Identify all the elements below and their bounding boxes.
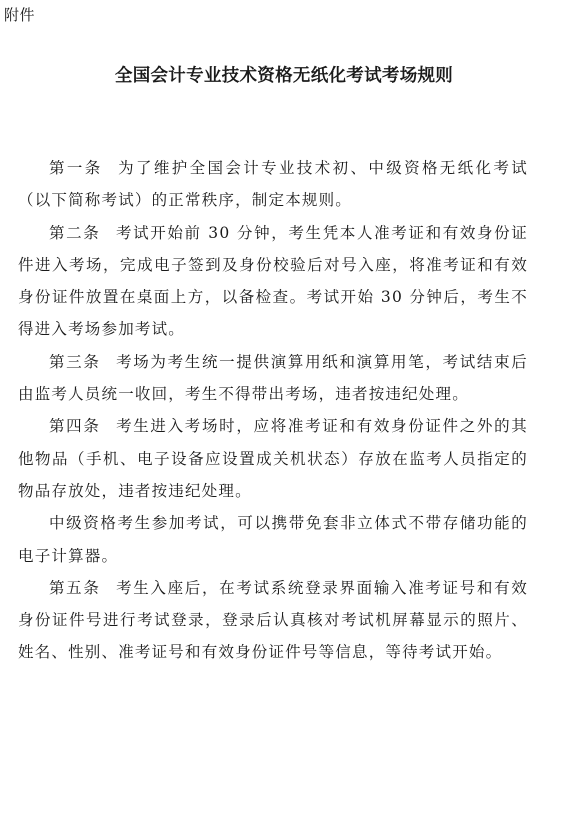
attachment-label: 附件 bbox=[4, 6, 36, 24]
article-text: 考试开始前 30 分钟，考生凭本人准考证和有效身份证件进入考场，完成电子签到及身份校验后对号入座，将准考证和有效身份证件放置在桌面上方，以备检查。考试开始 30 分钟后，考生不得进入考场参加考试。 bbox=[18, 223, 529, 339]
article-text: 考生进入考场时，应将准考证和有效身份证件之外的其他物品（手机、电子设备应设置成关机状态）存放在监考人员指定的物品存放处，违者按违纪处理。 bbox=[18, 417, 528, 500]
article-text: 为了维护全国会计专业技术初、中级资格无纸化考试（以下简称考试）的正常秩序，制定本规则。 bbox=[18, 159, 528, 210]
article-2 bbox=[18, 217, 528, 346]
article-number: 第二条 bbox=[49, 223, 101, 242]
article-text: 考生入座后，在考试系统登录界面输入准考证号和有效身份证件号进行考试登录，登录后认真核对考试机屏幕显示的照片、姓名、性别、准考证号和有效身份证件号等信息，等待考试开始。 bbox=[18, 578, 528, 662]
article-number: 第三条 bbox=[49, 352, 101, 371]
article-1 bbox=[18, 152, 528, 217]
article-number: 第一条 bbox=[49, 159, 103, 177]
document-title: 全国会计专业技术资格无纸化考试考场规则 bbox=[114, 66, 454, 86]
article-number: 第四条 bbox=[49, 417, 101, 436]
article-5 bbox=[18, 572, 528, 669]
document-body bbox=[18, 152, 528, 669]
article-text: 考场为考生统一提供演算用纸和演算用笔，考试结束后由监考人员统一收回，考生不得带出考场，违者按违纪处理。 bbox=[18, 352, 528, 404]
article-4-supplement bbox=[18, 507, 528, 572]
article-text: 中级资格考生参加考试，可以携带免套非立体式不带存储功能的电子计算器。 bbox=[18, 514, 528, 565]
article-4 bbox=[18, 410, 528, 507]
article-number: 第五条 bbox=[49, 578, 101, 597]
article-3 bbox=[18, 346, 528, 411]
